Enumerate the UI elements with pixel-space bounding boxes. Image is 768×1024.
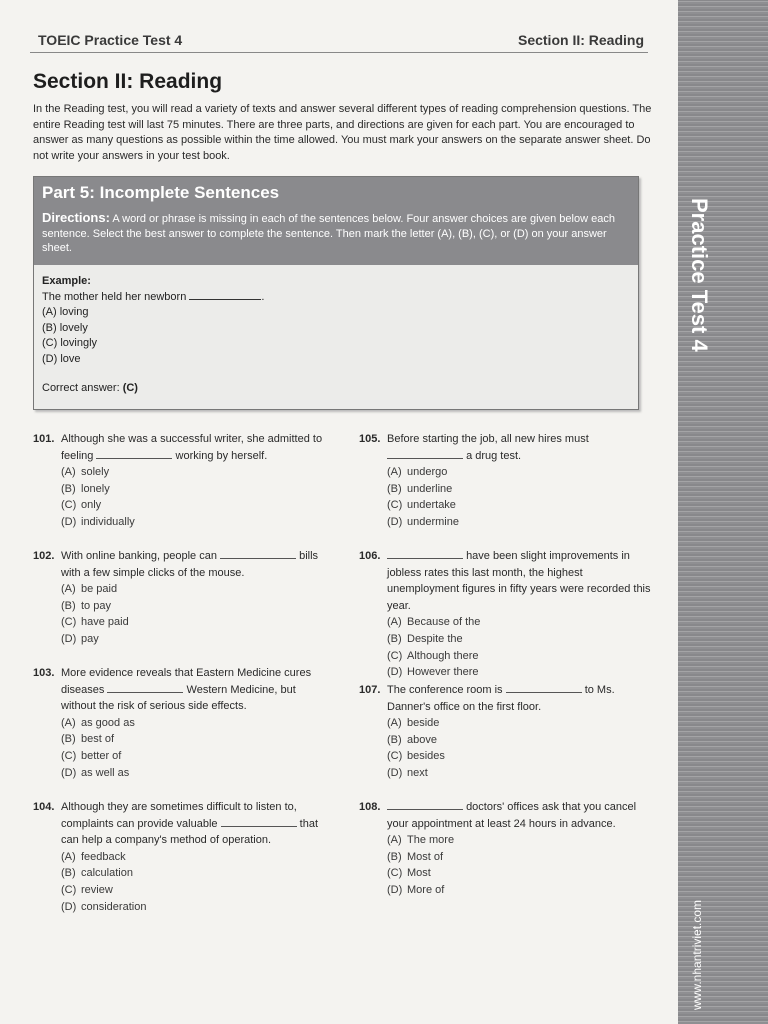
answer-blank — [387, 549, 463, 559]
question-number: 101. — [33, 433, 55, 445]
header-right: Section II: Reading — [517, 32, 644, 48]
option-letter: (A) — [387, 717, 402, 730]
side-tab-text: Practice Test 4 — [687, 198, 712, 352]
stem-part: With online banking, people can — [61, 550, 217, 562]
option-text: as good as — [81, 716, 135, 729]
part5-title: Part 5: Incomplete Sentences — [42, 183, 280, 202]
option-b[interactable] — [387, 732, 655, 749]
option-text: beside — [407, 717, 440, 730]
option-a[interactable] — [61, 849, 329, 866]
option-a[interactable] — [387, 715, 655, 732]
option-letter: (B) — [61, 733, 76, 746]
option-d[interactable] — [61, 631, 329, 648]
option-letter: (D) — [387, 515, 403, 528]
question-107 — [359, 682, 655, 782]
example-stem-line: The mother held her newborn . — [42, 290, 265, 303]
option-letter: (A) — [61, 850, 76, 863]
option-letter: (D) — [61, 766, 77, 779]
example-stem: The mother held her newborn — [42, 290, 187, 303]
stem-part: working by herself. — [175, 449, 268, 462]
option-b[interactable] — [61, 731, 329, 748]
example-option: (B) lovely — [42, 321, 88, 334]
option-list — [61, 464, 329, 530]
example-block — [42, 274, 264, 367]
option-c[interactable] — [387, 497, 655, 514]
option-letter: (B) — [387, 850, 402, 863]
correct-value: (C) — [122, 382, 138, 394]
option-text: More of — [407, 883, 445, 896]
side-url-text: www.nhantriviet.com — [690, 899, 704, 1010]
stem-part: a drug test. — [466, 449, 522, 462]
option-d[interactable] — [387, 664, 655, 681]
question-number: 105. — [359, 433, 381, 445]
option-d[interactable] — [387, 765, 655, 782]
option-a[interactable] — [387, 832, 655, 849]
option-list — [387, 715, 655, 781]
stem-part: doctors' offices ask that you cancel your appointment at least 24 hours in advance. — [387, 801, 637, 830]
question-number: 102. — [33, 550, 55, 562]
stem-part: More evidence reveals that Eastern Medicine cures diseases — [61, 667, 312, 696]
option-letter: (C) — [387, 750, 403, 763]
answer-blank — [387, 800, 463, 810]
option-letter: (C) — [387, 867, 403, 880]
question-number: 108. — [359, 801, 381, 813]
option-d[interactable] — [387, 882, 655, 899]
option-letter: (A) — [61, 716, 76, 729]
option-c[interactable] — [387, 748, 655, 765]
option-text: Although there — [407, 649, 479, 662]
option-c[interactable] — [387, 648, 655, 665]
question-108 — [359, 799, 655, 899]
option-letter: (B) — [61, 599, 76, 612]
option-text: The more — [407, 834, 455, 847]
option-text: to pay — [81, 599, 111, 612]
directions-label: Directions: — [42, 210, 110, 225]
option-letter: (B) — [387, 632, 402, 645]
question-106 — [359, 548, 655, 681]
option-c[interactable] — [61, 882, 329, 899]
option-letter: (D) — [61, 632, 77, 645]
option-a[interactable] — [61, 581, 329, 598]
question-number: 103. — [33, 667, 55, 679]
option-c[interactable] — [61, 748, 329, 765]
question-number: 104. — [33, 801, 55, 813]
directions-text: A word or phrase is missing in each of the sentences below. Four answer choices are given below each sentence. Select the best answer to complete the sentence. Then mark the letter (A), (B), (C), or (D) on your answer sheet. — [42, 213, 615, 254]
option-text: undermine — [407, 515, 459, 528]
option-letter: (B) — [61, 482, 76, 495]
answer-blank — [220, 549, 296, 559]
side-tab-label — [687, 198, 712, 408]
option-d[interactable] — [61, 765, 329, 782]
option-text: next — [407, 766, 428, 779]
question-102 — [33, 548, 329, 648]
option-c[interactable] — [387, 865, 655, 882]
option-d[interactable] — [61, 514, 329, 531]
question-stem — [387, 682, 655, 715]
option-list — [387, 832, 655, 898]
option-letter: (A) — [387, 466, 402, 479]
option-letter: (C) — [61, 616, 77, 629]
option-c[interactable] — [61, 497, 329, 514]
option-text: However there — [407, 666, 479, 679]
option-letter: (A) — [61, 466, 76, 479]
option-text: Most of — [407, 850, 444, 863]
option-text: feedback — [81, 850, 126, 863]
option-b[interactable] — [61, 481, 329, 498]
option-text: as well as — [81, 766, 130, 779]
example-label: Example: — [42, 275, 91, 287]
option-text: undergo — [407, 466, 448, 479]
option-a[interactable] — [61, 715, 329, 732]
option-text: consideration — [81, 900, 147, 913]
option-text: better of — [81, 749, 122, 762]
option-letter: (A) — [387, 616, 402, 629]
question-stem — [61, 548, 329, 581]
intro-paragraph: In the Reading test, you will read a variety of texts and answer several different types of reading comprehension questions. The entire Reading test will last 75 minutes. There are three parts, and directions are given for each part. You are encouraged to answer as many questions as possible within the time allowed. You must mark your answers on the separate answer sheet. Do not write your answers in your test book. — [33, 103, 652, 162]
option-text: best of — [81, 733, 115, 746]
stem-part: bills with a few simple clicks of the mouse. — [61, 550, 319, 579]
question-stem — [387, 799, 655, 832]
option-text: individually — [81, 515, 135, 528]
option-list — [387, 614, 655, 680]
option-text: solely — [81, 466, 110, 479]
option-text: be paid — [81, 583, 118, 596]
question-number: 107. — [359, 684, 381, 696]
question-stem — [61, 431, 329, 464]
option-b[interactable] — [61, 865, 329, 882]
option-letter: (C) — [61, 749, 77, 762]
option-text: lonely — [81, 482, 110, 495]
example-option: (D) love — [42, 352, 81, 365]
option-letter: (B) — [387, 482, 402, 495]
option-b[interactable] — [387, 481, 655, 498]
running-header — [38, 32, 644, 48]
option-text: Because of the — [407, 616, 481, 629]
option-b[interactable] — [387, 631, 655, 648]
option-d[interactable] — [61, 899, 329, 916]
option-letter: (C) — [61, 883, 77, 896]
example-option: (C) lovingly — [42, 337, 98, 349]
part5-header — [34, 177, 638, 265]
option-letter: (D) — [387, 883, 403, 896]
question-101 — [33, 431, 329, 531]
option-c[interactable] — [61, 614, 329, 631]
stem-part: to Ms. Danner's office on the first floor. — [387, 684, 615, 713]
option-d[interactable] — [387, 514, 655, 531]
option-letter: (B) — [61, 867, 76, 880]
option-a[interactable] — [387, 614, 655, 631]
example-option: (A) loving — [42, 306, 89, 318]
option-text: above — [407, 733, 437, 746]
option-text: Most — [407, 867, 431, 880]
side-tab-url — [690, 870, 710, 1010]
header-left: TOEIC Practice Test 4 — [38, 32, 183, 48]
option-text: pay — [81, 632, 99, 645]
option-list — [61, 849, 329, 915]
option-letter: (B) — [387, 733, 402, 746]
option-a[interactable] — [387, 464, 655, 481]
option-text: undertake — [407, 499, 456, 512]
option-letter: (D) — [61, 515, 77, 528]
option-letter: (C) — [61, 499, 77, 512]
stem-part: Western Medicine, but without the risk of serious side effects. — [61, 683, 296, 713]
option-b[interactable] — [387, 849, 655, 866]
header-rule — [30, 52, 648, 53]
option-a[interactable] — [61, 464, 329, 481]
option-text: Despite the — [407, 632, 463, 645]
option-b[interactable] — [61, 598, 329, 615]
correct-label: Correct answer: — [42, 382, 123, 394]
question-stem — [387, 431, 655, 464]
option-letter: (A) — [61, 583, 76, 596]
correct-answer — [42, 382, 138, 394]
option-letter: (D) — [61, 900, 77, 913]
part5-directions — [42, 211, 630, 256]
option-letter: (D) — [387, 766, 403, 779]
option-letter: (C) — [387, 499, 403, 512]
stem-part: The conference room is — [387, 684, 503, 696]
question-number: 106. — [359, 550, 381, 562]
option-text: have paid — [81, 616, 129, 629]
option-text: underline — [407, 482, 453, 495]
question-stem — [61, 799, 329, 849]
stem-part: Although she was a successful writer, she admitted to feeling — [61, 433, 323, 462]
question-stem — [387, 548, 655, 614]
option-letter: (D) — [387, 666, 403, 679]
answer-blank — [96, 449, 172, 459]
answer-blank — [107, 683, 183, 693]
stem-part: have been slight improvements in jobless rates this last month, the highest unemployment figures in fifty years were recorded this year. — [387, 550, 651, 612]
section-title: Section II: Reading — [33, 70, 223, 93]
option-text: only — [81, 499, 102, 512]
option-list — [61, 715, 329, 781]
option-text: besides — [407, 750, 445, 763]
option-list — [61, 581, 329, 647]
question-105 — [359, 431, 655, 531]
stem-part: Although they are sometimes difficult to listen to, complaints can provide valuable — [61, 801, 297, 830]
stem-part: that can help a company's method of operation. — [61, 817, 319, 847]
option-text: calculation — [81, 867, 133, 880]
option-list — [387, 464, 655, 530]
part5-box — [33, 176, 639, 410]
example-blank — [189, 290, 261, 300]
answer-blank — [221, 817, 297, 827]
question-103 — [33, 665, 329, 781]
question-stem — [61, 665, 329, 715]
answer-blank — [387, 449, 463, 459]
question-104 — [33, 799, 329, 915]
stem-part: Before starting the job, all new hires must — [387, 433, 589, 445]
option-letter: (A) — [387, 834, 402, 847]
option-text: review — [81, 883, 113, 896]
answer-blank — [506, 683, 582, 693]
option-letter: (C) — [387, 649, 403, 662]
